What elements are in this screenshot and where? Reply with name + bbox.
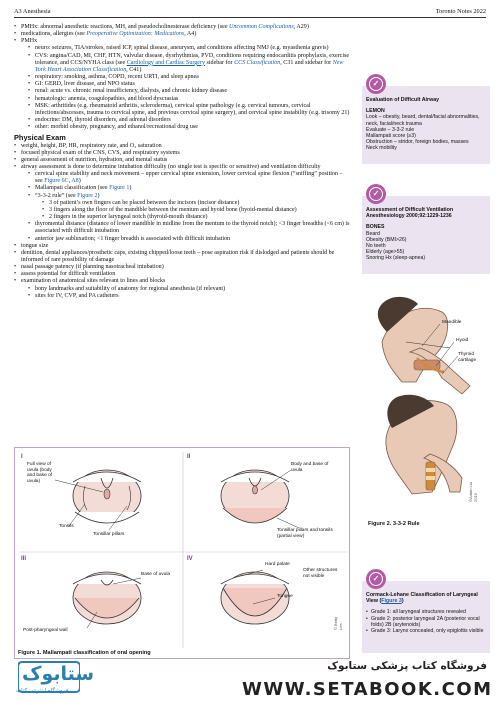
list-item: • assess potential for difficult ventilation <box>14 271 350 278</box>
sidebar-line: Evaluate – 3-3-2 rule <box>366 126 415 133</box>
logo-text: ستابوک <box>22 663 95 685</box>
sidebar-title: Evaluation of Difficult Airway <box>366 97 440 103</box>
sidebar-line: No teeth <box>366 243 386 250</box>
sidebar-line: Beard <box>366 230 380 237</box>
sidebar-box-cormack-lehane <box>362 573 490 653</box>
header-book-title: Toronto Notes 2022 <box>435 8 486 15</box>
list-item: • nasal passage patency (if planning nasotracheal intubation) <box>14 264 350 271</box>
figure-2 <box>362 282 490 518</box>
pmhx-list <box>14 24 350 131</box>
link-cardiology[interactable]: Cardiology and Cardiac Surgery <box>126 59 206 66</box>
list-item: • airway assessment is done to determine intubation difficulty (no single test is specific or sensitive) and ventilation difficulty • cervical spine stability and neck movement – upper cervical spine extension, lower cervical spine flexion (“sniffing” position – see Figure 6C, A8) • Mallampati classification (see Figure 1) • “3-3-2 rule” (see Figure 2) • 3 of patient’s own fingers can be placed between the incisors (incisor distance) • 3 fingers along the floor of the mandible between the mentum and hyoid bone (hyoid-mental distance) • 2 fingers in the superior laryngeal notch (thyroid-mouth distance) • thyromental distance (distance of lower mandible in midline from the mentum to the thyroid notch); <3 finger breadths (<6 cm) is associated with difficult intubation • anterior jaw subluxation; <1 finger breadth is associated with difficult intubation <box>14 164 350 243</box>
list-item: • 3 of patient’s own fingers can be placed between the incisors (incisor distance) <box>42 200 350 207</box>
list-item: • Grade 3: Larynx concealed, only epiglottis visible <box>366 628 486 634</box>
panel-label-iii: III <box>21 556 27 562</box>
sidebar-line: Obesity (BMI>26) <box>366 236 407 243</box>
label-base-uvula: Base of uvula <box>141 572 171 577</box>
label-mandible: Mandible <box>442 320 462 325</box>
main-text <box>14 24 350 300</box>
sidebar-line: Elderly (age>55) <box>366 249 405 256</box>
panel-label-ii: II <box>187 454 191 460</box>
label-tongue: Tongue <box>277 594 293 599</box>
link-figure-6c[interactable]: Figure 6C <box>44 178 69 185</box>
sidebar-line: Snoring Hx (sleep-apnea) <box>366 255 426 262</box>
label-hyoid: Hyoid <box>456 338 469 343</box>
panel-label-iv: IV <box>187 556 193 562</box>
list-item: • general assessment of nutrition, hydration, and mental status <box>14 157 350 164</box>
list-item: • MSK: arthritides (e.g. rheumatoid arthritis, scleroderma), cervical spine pathology (e.g. cervical tumours, cervical infections/abscesses, trauma to cervical spine, and previous cervical spine surgery), and cervical spine instability (e.g. trisomy 21) <box>28 103 350 117</box>
link-uncommon-complications[interactable]: Uncommon Complications <box>229 24 294 30</box>
header-section: A3 Anesthesia <box>14 8 51 15</box>
sidebar-heading: LEMON <box>366 108 385 115</box>
list-item: • thyromental distance (distance of lower mandible in midline from the mentum to the thyroid notch); <3 finger breadths (<6 cm) is associated with difficult intubation <box>28 221 350 235</box>
list-item: • respiratory: smoking, asthma, COPD, recent URTI, and sleep apnea <box>28 74 350 81</box>
link-a8[interactable]: A8 <box>71 178 79 185</box>
page-header <box>14 6 486 18</box>
list-item: • cervical spine stability and neck movement – upper cervical spine extension, lower cervical spine flexion (“sniffing” position – see Figure 6C, A8) <box>28 171 350 185</box>
list-item: • medications, allergies (see Preoperative Optimization: Medications, A4) <box>14 31 350 38</box>
sidebar-heading: BONES <box>366 224 385 231</box>
label-body-base-uvula: Body and base of uvula <box>291 462 329 473</box>
list-item: • “3-3-2 rule” (see Figure 2) • 3 of patient’s own fingers can be placed between the incisors (incisor distance) • 3 fingers along the floor of the mandible between the mentum and hyoid bone (hyoid-mental distance) • 2 fingers in the superior laryngeal notch (thyroid-mouth distance) <box>28 193 350 222</box>
link-figure-3[interactable]: Figure 3 <box>381 598 402 605</box>
ventilation-icon: ✓ <box>366 184 386 204</box>
list-item: • hematologic: anemia, coagulopathies, and blood dyscrasias <box>28 96 350 103</box>
store-url[interactable]: WWW.SETABOOK.COM <box>242 679 493 700</box>
list-item: • PMHx • neuro: seizures, TIA/strokes, raised ICP, spinal disease, aneurysm, and conditions affecting NMJ (e.g. myasthenia gravis) • CVS: angina/CAD, MI, CHF, HTN, valvular disease, dysrhythmias, PVD, conditions requiring endocarditis prophylaxis, exercise tolerance, and CCS/NYHA class (see Cardiology and Cardiac Surgery sidebar for CCS Classification, C31 and sidebar for New York Heart Association Classification, C41) • respiratory: smoking, asthma, COPD, recent URTI, and sleep apnea • GI: GERD, liver disease, and NPO status • renal: acute vs. chronic renal insufficiency, dialysis, and chronic kidney disease • hematologic: anemia, coagulopathies, and blood dyscrasias • MSK: arthritides (e.g. rheumatoid arthritis, scleroderma), cervical spine pathology (e.g. cervical tumours, cervical infections/abscesses, trauma to cervical spine, and previous cervical spine surgery), and cervical spine instability (e.g. trisomy 21) • endocrine: DM, thyroid disorders, and adrenal disorders • other: morbid obesity, pregnancy, and ethanol/recreational drug use <box>14 38 350 131</box>
section-title-physical-exam: Physical Exam <box>14 133 66 143</box>
link-nyha-classification[interactable]: New York Heart Association Classification <box>35 59 344 73</box>
sidebar-title: Assessment of Difficult Ventilation <box>366 207 454 213</box>
label-full-view-uvula: Full view of uvula (body and base of uvula) <box>27 462 53 484</box>
list-item: • neuro: seizures, TIA/strokes, raised ICP, spinal disease, aneurysm, and conditions affecting NMJ (e.g. myasthenia gravis) <box>28 45 350 52</box>
list-item: • weight, height, BP, HR, respiratory rate, and O₂ saturation <box>14 143 350 150</box>
airway-icon: ✓ <box>366 74 386 94</box>
list-item: • Mallampati classification (see Figure 1) <box>28 185 350 192</box>
list-item: • renal: acute vs. chronic renal insufficiency, dialysis, and chronic kidney disease <box>28 88 350 95</box>
list-item: • Grade 1: all laryngeal structures revealed <box>366 609 486 615</box>
label-other-structures: Other structures not visible <box>303 568 338 579</box>
label-hard-palate: Hard palate <box>265 562 290 567</box>
label-thyroid-cartilage: Thyroid cartilage <box>458 352 477 363</box>
figure-1-credit: © Betty Lee <box>333 616 343 630</box>
sidebar-line: Obstruction – stridor, foreign bodies, masses <box>366 139 469 146</box>
physical-exam-list <box>14 143 350 300</box>
list-item: • sites for IV, CVP, and PA catheters <box>28 293 350 300</box>
label-tonsillar-pillars: Tonsillar pillars <box>93 532 125 537</box>
figure-2-caption: Figure 2. 3-3-2 Rule <box>368 521 420 527</box>
list-item: • tongue size <box>14 243 350 250</box>
list-item: • GI: GERD, liver disease, and NPO status <box>28 81 350 88</box>
label-post-pharyngeal-wall: Post-pharyngeal wall <box>23 628 68 633</box>
figure-1 <box>14 447 350 659</box>
list-item: • examination of anatomical sites relevant to lines and blocks • bony landmarks and suitability of anatomy for regional anesthesia (if relevant) • sites for IV, CVP, and PA catheters <box>14 278 350 299</box>
list-item: • dentition, dental appliances/prosthetic caps, existing chipped/loose teeth – pose aspiration risk if dislodged and patients should be informed of rare possibility of damage <box>14 250 350 264</box>
sidebar-reference: Anesthesiology 2000;92:1229-1236 <box>366 213 452 220</box>
list-item: • focused physical exam of the CNS, CVS, and respiratory systems <box>14 150 350 157</box>
list-item: • bony landmarks and suitability of anatomy for regional anesthesia (if relevant) <box>28 286 350 293</box>
link-figure-2[interactable]: Figure 2 <box>77 192 98 199</box>
list-item: • endocrine: DM, thyroid disorders, and adrenal disorders <box>28 117 350 124</box>
list-item: • PMHx: abnormal anesthetic reactions, MH, and pseudocholinesterase deficiency (see Uncommon Complications, A29) <box>14 24 350 31</box>
label-tonsillar-pillars-partial: Tonsillar pillars and tonsils (partial view) <box>277 528 333 539</box>
list-item: • anterior jaw subluxation; <1 finger breadth is associated with difficult intubation <box>28 236 350 243</box>
link-preop-medications[interactable]: Preoperative Optimization: Medications <box>86 31 185 38</box>
sidebar-line: Look – obesity, beard, dental/facial abnormalities, neck, facial/neck trauma <box>366 114 480 127</box>
sidebar-box-difficult-airway <box>362 78 490 164</box>
sidebar-line: Mallampati score (≥3) <box>366 133 416 140</box>
panel-label-i: I <box>21 454 23 460</box>
list-item: • CVS: angina/CAD, MI, CHF, HTN, valvular disease, dysrhythmias, PVD, conditions requiring endocarditis prophylaxis, exercise tolerance, and CCS/NYHA class (see Cardiology and Cardiac Surgery sidebar for CCS Classification, C31 and sidebar for New York Heart Association Classification, C41) <box>28 53 350 74</box>
list-item: • 3 fingers along the floor of the mandible between the mentum and hyoid bone (hyoid-mental distance) <box>42 207 350 214</box>
link-ccs-classification[interactable]: CCS Classification <box>234 59 281 66</box>
sidebar-line: Neck mobility <box>366 145 397 152</box>
sidebar-title: Cormack-Lehane Classification of Laryngeal View (Figure 3) <box>366 592 478 605</box>
list-item: • other: morbid obesity, pregnancy, and ethanol/recreational drug use <box>28 124 350 131</box>
sidebar-box-difficult-ventilation <box>362 188 490 274</box>
logo-subtitle: فروشگاه اینترنتی کتاب <box>16 688 69 694</box>
list-item: • Grade 2: posterior laryngeal 2A (posterior vocal folds) 2B (arytenoids) <box>366 616 486 628</box>
label-tonsils: Tonsils <box>59 524 74 529</box>
link-figure-1[interactable]: Figure 1 <box>109 185 130 192</box>
list-item: • 2 fingers in the superior laryngeal notch (thyroid-mouth distance) <box>42 214 350 221</box>
store-name: فروشگاه کتاب پزشکی ستابوک <box>327 660 487 672</box>
figure-1-caption: Figure 1. Mallampati classification of oral opening <box>18 650 151 656</box>
laryngeal-view-icon: ✓ <box>366 569 386 589</box>
figure-2-credit: ©Adam Liu 2019 <box>468 482 478 502</box>
